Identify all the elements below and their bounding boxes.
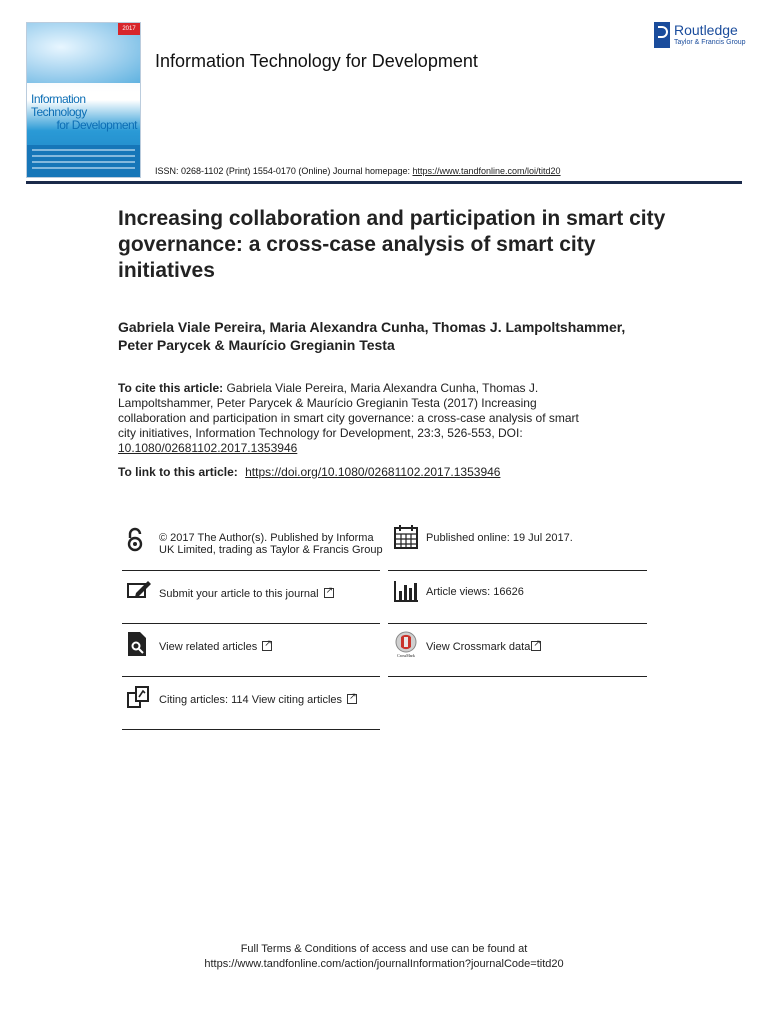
citing-articles-link[interactable]: [126, 684, 384, 712]
divider: [388, 676, 647, 677]
article-link-line: [118, 465, 500, 479]
divider: [122, 623, 380, 624]
authors-line-1: Gabriela Viale Pereira, Maria Alexandra Cunha, Thomas J. Lampoltshammer,: [118, 319, 626, 335]
cover-year-badge: 2017: [118, 23, 140, 35]
divider: [388, 623, 647, 624]
terms-footer: [0, 942, 768, 972]
crossmark-link[interactable]: [393, 631, 647, 661]
journal-title: Information Technology for Development: [155, 51, 478, 71]
cite-text: Gabriela Viale Pereira, Maria Alexandra Cunha, Thomas J. Lampoltshammer, Peter Parycek & Maurício Gregianin Testa (2017) Increasing collaboration and participation in smart city governance: a cross-case analysis of smart city initiatives, Information Technology for Development, 23:3, 526-553, DOI:: [118, 381, 579, 440]
citing-text: Citing articles: 114 View citing articles: [159, 694, 343, 706]
external-link-icon: [262, 641, 272, 651]
cover-title: [31, 93, 137, 132]
calendar-icon: [393, 524, 419, 550]
journal-cover-image: [26, 22, 141, 178]
related-text: View related articles: [159, 641, 258, 653]
divider: [122, 676, 380, 677]
article-title: Increasing collaboration and participation in smart city governance: a cross-case analysis of smart city initiatives: [118, 207, 666, 282]
divider: [122, 729, 380, 730]
authors-line-2: Peter Parycek & Maurício Gregianin Testa: [118, 337, 395, 353]
header-divider: [26, 181, 742, 184]
external-link-icon: [324, 588, 334, 598]
cite-label: To cite this article:: [118, 381, 224, 395]
routledge-r-icon: [654, 22, 670, 48]
article-views-info: [393, 578, 647, 606]
bar-chart-icon: [393, 578, 419, 604]
open-access-info: [122, 527, 384, 567]
related-articles-link[interactable]: [126, 631, 384, 659]
article-doi-link[interactable]: https://doi.org/10.1080/02681102.2017.1353946: [245, 465, 501, 479]
published-text: Published online: 19 Jul 2017.: [426, 532, 573, 544]
article-authors: [118, 318, 678, 354]
external-link-icon: [531, 641, 541, 651]
document-search-icon: [126, 631, 152, 657]
link-label: To link to this article:: [118, 465, 242, 479]
citation-block: [118, 381, 598, 456]
citing-articles-icon: [126, 684, 152, 710]
published-online-info: [393, 524, 647, 554]
divider: [122, 570, 380, 571]
crossmark-small-label: CrossMark: [397, 653, 415, 658]
publisher-logo: [654, 22, 746, 52]
open-access-text: © 2017 The Author(s). Published by Informa UK Limited, trading as Taylor & Francis Group: [159, 532, 383, 556]
open-access-icon: [122, 527, 148, 553]
terms-line-2[interactable]: https://www.tandfonline.com/action/journalInformation?journalCode=titd20: [204, 958, 564, 970]
cover-bottom-band: [27, 145, 140, 177]
submit-text: Submit your article to this journal: [159, 588, 319, 600]
cover-title-line2: for Development: [56, 118, 137, 132]
cover-title-line1: Information Technology: [31, 92, 87, 119]
cite-doi-link[interactable]: 10.1080/02681102.2017.1353946: [118, 441, 298, 455]
issn-text: ISSN: 0268-1102 (Print) 1554-0170 (Online) Journal homepage:: [155, 166, 413, 176]
submit-article-link[interactable]: [126, 578, 384, 606]
issn-line: [155, 166, 561, 176]
external-link-icon: [347, 694, 357, 704]
edit-icon: [126, 578, 152, 604]
divider: [388, 570, 647, 571]
crossmark-text: View Crossmark data: [426, 641, 531, 653]
journal-homepage-link[interactable]: https://www.tandfonline.com/loi/titd20: [412, 166, 561, 176]
publisher-name: Routledge: [674, 22, 738, 38]
views-text: Article views: 16626: [426, 586, 524, 598]
terms-line-1: Full Terms & Conditions of access and use can be found at: [240, 943, 528, 955]
publisher-subtitle: Taylor & Francis Group: [674, 39, 746, 46]
